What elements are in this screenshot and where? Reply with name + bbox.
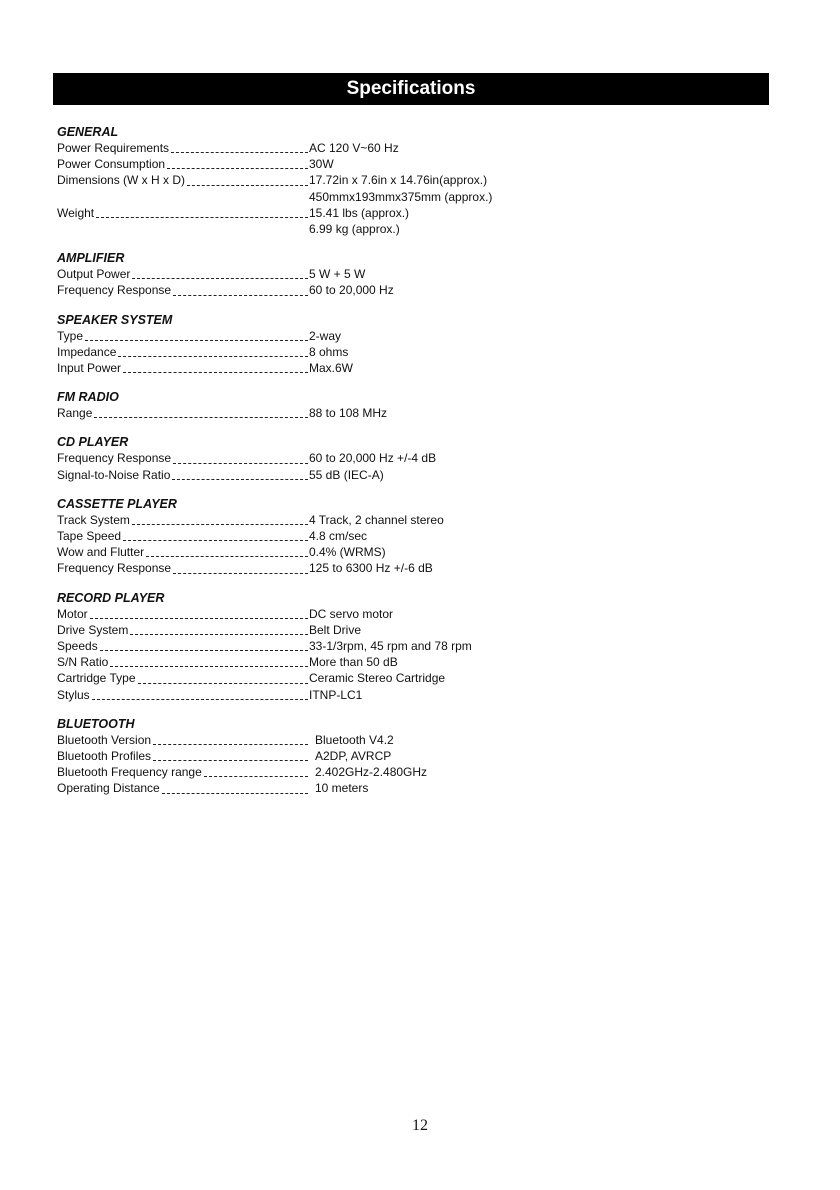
spec-label: Bluetooth Version <box>57 732 152 747</box>
spec-value: DC servo motor <box>309 606 394 621</box>
dotted-leader <box>94 417 308 418</box>
dotted-leader <box>167 168 308 169</box>
section-title: SPEAKER SYSTEM <box>57 312 173 327</box>
spec-value: More than 50 dB <box>309 655 398 670</box>
dotted-leader <box>90 618 308 619</box>
spec-label-cell <box>57 189 309 205</box>
dotted-leader <box>96 217 308 218</box>
spec-label-cell <box>57 764 309 780</box>
spec-section-fm-radio <box>57 389 577 421</box>
spec-row <box>57 528 577 544</box>
dotted-leader <box>162 793 308 794</box>
dotted-leader <box>187 185 308 186</box>
spec-label-cell <box>57 606 309 622</box>
spec-label-cell <box>57 560 309 576</box>
section-title: CASSETTE PLAYER <box>57 496 177 511</box>
specifications-content <box>57 124 577 810</box>
spec-section-record-player <box>57 590 577 703</box>
spec-label: Motor <box>57 606 88 621</box>
section-title: GENERAL <box>57 125 119 139</box>
dotted-leader <box>173 295 308 296</box>
spec-row <box>57 189 577 205</box>
spec-value: 5 W + 5 W <box>309 267 366 282</box>
spec-label-cell <box>57 670 309 686</box>
spec-label: Frequency Response <box>57 561 172 576</box>
spec-label: Dimensions (W x H x D) <box>57 173 186 188</box>
spec-label: Signal-to-Noise Ratio <box>57 467 171 482</box>
dotted-leader <box>110 666 308 667</box>
spec-value: 6.99 kg (approx.) <box>309 222 400 237</box>
spec-row <box>57 780 577 796</box>
spec-label: Type <box>57 328 84 343</box>
spec-row <box>57 405 577 421</box>
spec-value: Bluetooth V4.2 <box>315 732 394 747</box>
spec-row <box>57 344 577 360</box>
spec-label-cell <box>57 156 309 172</box>
spec-value: Max.6W <box>309 361 354 376</box>
dotted-leader <box>153 760 308 761</box>
page-number: 12 <box>412 1117 428 1134</box>
page-title-bar <box>53 73 769 105</box>
dotted-leader <box>173 463 308 464</box>
dotted-leader <box>204 776 308 777</box>
spec-label-cell <box>57 282 309 298</box>
spec-label-cell <box>57 638 309 654</box>
dotted-leader <box>173 573 308 574</box>
spec-value: AC 120 V~60 Hz <box>309 141 399 155</box>
spec-label-cell <box>57 528 309 544</box>
spec-label: Tape Speed <box>57 529 122 544</box>
spec-label: Output Power <box>57 267 131 282</box>
spec-label: Weight <box>57 205 95 220</box>
section-title: AMPLIFIER <box>57 251 125 266</box>
spec-row <box>57 156 577 172</box>
spec-section-cassette-player <box>57 496 577 577</box>
spec-label-cell <box>57 544 309 560</box>
spec-label-cell <box>57 622 309 638</box>
spec-row <box>57 560 577 576</box>
spec-value: A2DP, AVRCP <box>315 749 392 764</box>
spec-label-cell <box>57 344 309 360</box>
dotted-leader <box>118 356 308 357</box>
spec-row <box>57 638 577 654</box>
dotted-leader <box>100 650 308 651</box>
spec-section-bluetooth <box>57 716 577 797</box>
dotted-leader <box>130 634 308 635</box>
spec-label: Bluetooth Frequency range <box>57 765 202 780</box>
spec-value: 60 to 20,000 Hz +/-4 dB <box>309 451 437 466</box>
spec-label-cell <box>57 512 309 528</box>
spec-value: 4 Track, 2 channel stereo <box>309 512 444 527</box>
spec-value: Ceramic Stereo Cartridge <box>309 671 446 686</box>
spec-label-cell <box>57 205 309 221</box>
dotted-leader <box>138 683 309 684</box>
section-title: CD PLAYER <box>57 435 129 450</box>
spec-label: Power Consumption <box>57 157 166 172</box>
spec-row <box>57 512 577 528</box>
dotted-leader <box>153 744 308 745</box>
spec-label: Track System <box>57 512 130 527</box>
spec-value: 2.402GHz-2.480GHz <box>315 765 428 780</box>
spec-label-cell <box>57 328 309 344</box>
spec-label-cell <box>57 687 309 703</box>
dotted-leader <box>85 340 308 341</box>
dotted-leader <box>132 524 308 525</box>
spec-label-cell <box>57 748 309 764</box>
spec-label-cell <box>57 467 309 483</box>
spec-row <box>57 654 577 670</box>
spec-label: Input Power <box>57 361 122 376</box>
dotted-leader <box>92 699 308 700</box>
spec-label: Operating Distance <box>57 781 160 796</box>
spec-value: 60 to 20,000 Hz <box>309 283 394 298</box>
spec-label: Cartridge Type <box>57 671 136 686</box>
spec-row <box>57 670 577 686</box>
spec-value: 33-1/3rpm, 45 rpm and 78 rpm <box>309 639 472 654</box>
spec-row <box>57 687 577 703</box>
dotted-leader <box>123 372 308 373</box>
spec-row <box>57 606 577 622</box>
spec-section-amplifier <box>57 250 577 298</box>
section-title: BLUETOOTH <box>57 716 135 731</box>
spec-row <box>57 172 577 188</box>
spec-label-cell <box>57 172 309 188</box>
spec-value: 30W <box>309 157 334 172</box>
spec-label-cell <box>57 654 309 670</box>
page-title: Specifications <box>346 78 476 99</box>
spec-row <box>57 328 577 344</box>
spec-row <box>57 450 577 466</box>
section-title: RECORD PLAYER <box>57 590 165 605</box>
spec-value: ITNP-LC1 <box>309 687 363 702</box>
dotted-leader <box>146 556 308 557</box>
spec-label: Drive System <box>57 622 129 637</box>
spec-value: 8 ohms <box>309 344 349 359</box>
spec-section-speaker-system <box>57 312 577 377</box>
spec-value: 125 to 6300 Hz +/-6 dB <box>309 561 433 576</box>
spec-label-cell <box>57 266 309 282</box>
section-title: FM RADIO <box>57 390 119 405</box>
spec-row <box>57 221 577 237</box>
spec-label-cell <box>57 405 309 421</box>
spec-label-cell <box>57 221 309 237</box>
spec-row <box>57 205 577 221</box>
spec-row <box>57 622 577 638</box>
dotted-leader <box>171 152 308 153</box>
spec-label: S/N Ratio <box>57 655 109 670</box>
spec-label: Stylus <box>57 687 90 702</box>
spec-row <box>57 140 577 156</box>
dotted-leader <box>123 540 308 541</box>
spec-label: Wow and Flutter <box>57 545 145 560</box>
spec-row <box>57 732 577 748</box>
spec-label-cell <box>57 140 309 156</box>
spec-row <box>57 544 577 560</box>
spec-section-cd-player <box>57 434 577 482</box>
spec-row <box>57 282 577 298</box>
spec-value: 10 meters <box>315 781 369 796</box>
spec-label: Power Requirements <box>57 141 170 155</box>
spec-label-cell <box>57 732 309 748</box>
spec-value: 450mmx193mmx375mm (approx.) <box>309 189 493 204</box>
spec-row <box>57 748 577 764</box>
spec-label: Frequency Response <box>57 283 172 298</box>
spec-label-cell <box>57 780 309 796</box>
spec-label-cell <box>57 450 309 466</box>
spec-row <box>57 764 577 780</box>
spec-value: 0.4% (WRMS) <box>309 545 386 560</box>
spec-row <box>57 467 577 483</box>
spec-label: Speeds <box>57 639 98 654</box>
spec-label: Bluetooth Profiles <box>57 749 152 764</box>
spec-label: Frequency Response <box>57 451 172 466</box>
spec-value: 17.72in x 7.6in x 14.76in(approx.) <box>309 173 488 188</box>
spec-label-cell <box>57 360 309 376</box>
spec-label: Range <box>57 406 93 421</box>
spec-row <box>57 360 577 376</box>
spec-value: 88 to 108 MHz <box>309 406 388 421</box>
spec-value: 2-way <box>309 328 342 343</box>
spec-section-general <box>57 124 577 237</box>
dotted-leader <box>132 278 308 279</box>
spec-label: Impedance <box>57 344 117 359</box>
spec-value: 15.41 lbs (approx.) <box>309 205 410 220</box>
dotted-leader <box>172 479 308 480</box>
spec-value: 55 dB (IEC-A) <box>309 467 384 482</box>
spec-value: 4.8 cm/sec <box>309 529 368 544</box>
spec-value: Belt Drive <box>309 622 362 637</box>
spec-row <box>57 266 577 282</box>
